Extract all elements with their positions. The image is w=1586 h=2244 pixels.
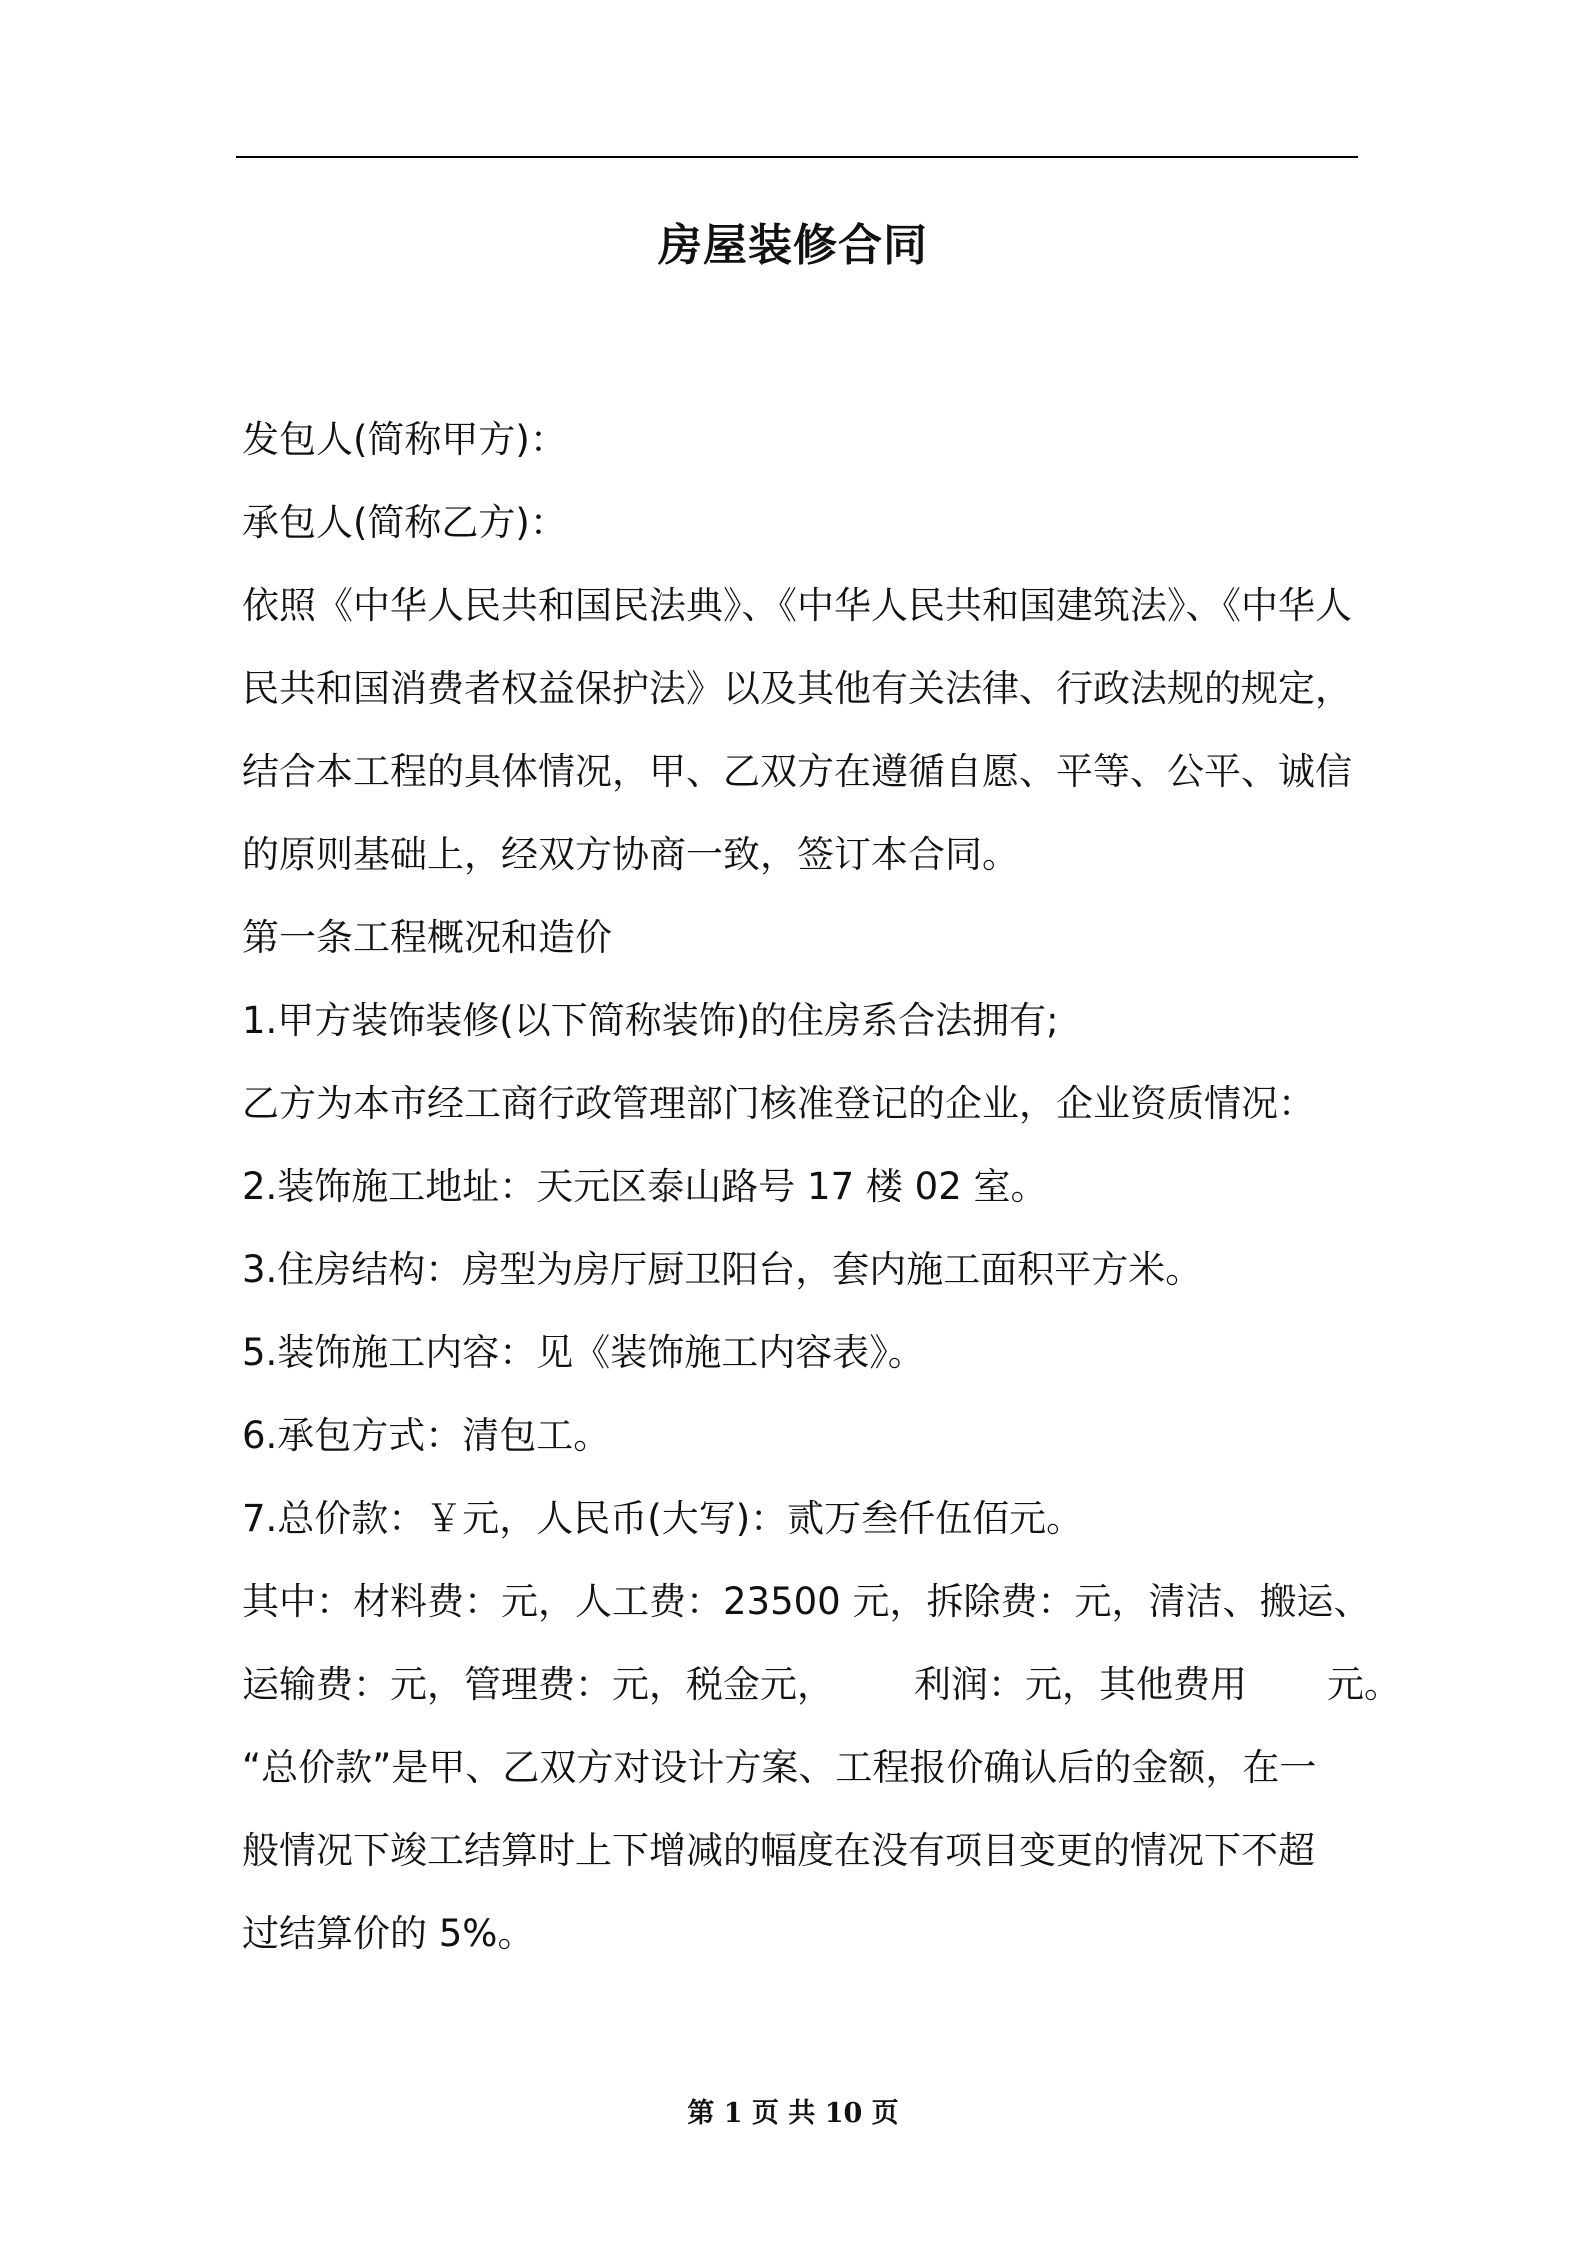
paragraph-line: “总价款”是甲、乙双方对设计方案、工程报价确认后的金额，在一 [242, 1746, 1317, 1789]
cost-part-b: 利润：元，其他费用 [914, 1663, 1247, 1706]
clause-line: 3.住房结构：房型为房厅厨卫阳台，套内施工面积平方米。 [242, 1248, 1203, 1291]
contract-body [242, 398, 1401, 1975]
cost-part-c: 元。 [1327, 1663, 1401, 1706]
paragraph-line: 般情况下竣工结算时上下增减的幅度在没有项目变更的情况下不超 [242, 1829, 1315, 1872]
clause-line: 6.承包方式：清包工。 [242, 1414, 611, 1457]
document-title: 房屋装修合同 [658, 220, 928, 271]
party-b-line: 承包人(简称乙方)： [242, 501, 567, 544]
paragraph-line: 依照《中华人民共和国民法典》、《中华人民共和国建筑法》、《中华人 [242, 584, 1352, 627]
page-number: 第 1 页 共 10 页 [687, 2098, 899, 2129]
clause-line: 1.甲方装饰装修(以下简称装饰)的住房系合法拥有; [242, 999, 1059, 1042]
paragraph-line: 民共和国消费者权益保护法》以及其他有关法律、行政法规的规定， [242, 667, 1352, 710]
cost-breakdown-line: 其中：材料费：元，人工费：23500 元，拆除费：元，清洁、搬运、 [242, 1580, 1371, 1623]
paragraph-line: 的原则基础上，经双方协商一致，签订本合同。 [242, 833, 1019, 876]
clause-line: 2.装饰施工地址：天元区泰山路号 17 楼 02 室。 [242, 1165, 1048, 1208]
party-a-line: 发包人(简称甲方)： [242, 418, 567, 461]
cost-part-a: 运输费：元，管理费：元，税金元， [242, 1663, 834, 1706]
section-heading: 第一条工程概况和造价 [242, 916, 612, 959]
paragraph-line: 过结算价的 5%。 [242, 1912, 535, 1955]
clause-line: 7.总价款：￥元，人民币(大写)：贰万叁仟伍佰元。 [242, 1497, 1084, 1540]
header-rule [236, 156, 1358, 158]
paragraph-line: 结合本工程的具体情况，甲、乙双方在遵循自愿、平等、公平、诚信 [242, 750, 1352, 793]
clause-line: 5.装饰施工内容：见《装饰施工内容表》。 [242, 1331, 925, 1374]
clause-line: 乙方为本市经工商行政管理部门核准登记的企业，企业资质情况： [242, 1082, 1315, 1125]
cost-breakdown-line [242, 1643, 1401, 1726]
